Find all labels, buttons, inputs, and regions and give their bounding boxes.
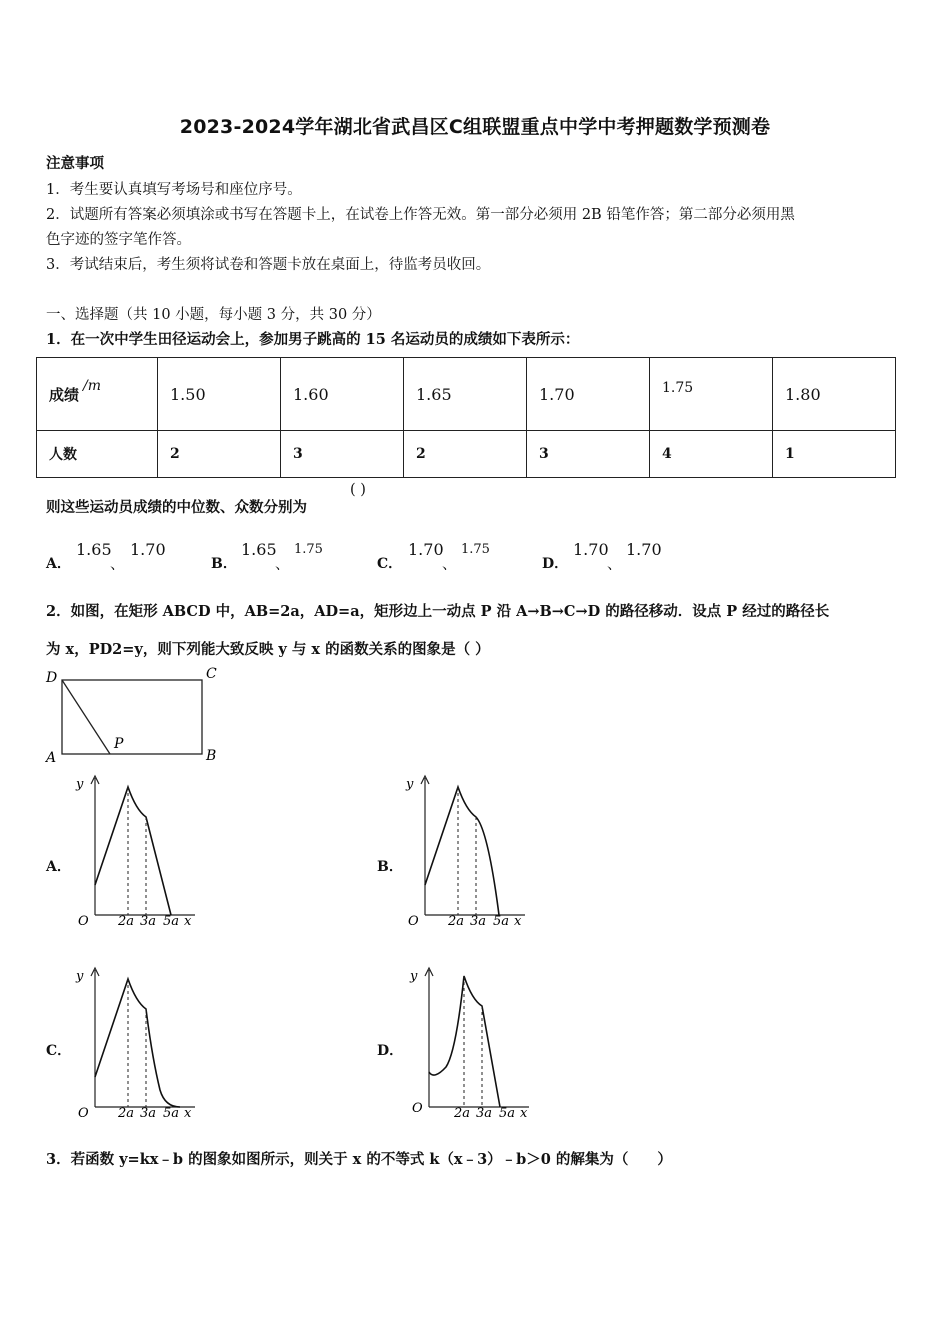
- q1-option-a-v2: 1.70: [130, 540, 166, 559]
- table-cell: 1.70: [527, 358, 650, 431]
- label-p: P: [114, 736, 124, 752]
- tick-3a: 3a: [476, 1106, 493, 1121]
- notice-item-2: 2．试题所有答案必须填涂或书写在答题卡上，在试卷上作答无效。第一部分必须用 2B 铅笔作答；第二部分必须用黑: [46, 207, 795, 223]
- notice-item-3: 3．考试结束后，考生须将试卷和答题卡放在桌面上，待监考员收回。: [46, 257, 491, 273]
- q2-option-a-label[interactable]: A．: [46, 859, 71, 875]
- scores-table: [36, 357, 896, 478]
- label-b: B: [206, 748, 217, 764]
- table-cell: 1.50: [158, 358, 281, 431]
- tick-5a: 5a: [493, 914, 510, 929]
- label-c: C: [206, 666, 217, 682]
- q1-option-c-sep: 、: [442, 557, 457, 573]
- q2-option-c-label[interactable]: C．: [46, 1043, 72, 1059]
- q1-option-b-label[interactable]: B．: [211, 556, 237, 572]
- unit-label: /m: [83, 377, 102, 394]
- tick-2a: 2a: [118, 914, 135, 929]
- notice-item-2-cont: 色字迹的签字笔作答。: [46, 232, 191, 248]
- graph-a: [70, 770, 200, 930]
- x-label: x: [184, 1106, 192, 1121]
- label-d: D: [46, 670, 58, 686]
- q1-option-a-sep: 、: [110, 557, 125, 573]
- table-row: [37, 431, 896, 478]
- table-cell: 1.80: [773, 358, 896, 431]
- q2-stem-line1: 2．如图，在矩形 ABCD 中，AB=2a，AD=a，矩形边上一动点 P 沿 A→B→C→D 的路径移动．设点 P 经过的路径长: [46, 603, 830, 620]
- section-heading: 一、选择题（共 10 小题，每小题 3 分，共 30 分）: [46, 307, 381, 323]
- q1-stem: 1．在一次中学生田径运动会上，参加男子跳高的 15 名运动员的成绩如下表所示：: [46, 331, 580, 348]
- table-cell: 4: [650, 431, 773, 478]
- tick-5a: 5a: [163, 1106, 180, 1121]
- tick-2a: 2a: [118, 1106, 135, 1121]
- y-label: y: [410, 969, 418, 984]
- x-label: x: [184, 914, 192, 929]
- q1-option-a-v1: 1.65: [76, 540, 112, 559]
- table-cell: 1.60: [281, 358, 404, 431]
- q2-stem-line2: 为 x，PD2=y，则下列能大致反映 y 与 x 的函数关系的图象是（ ）: [46, 641, 490, 658]
- q1-option-d-sep: 、: [607, 557, 622, 573]
- q1-option-d-v2: 1.70: [626, 540, 662, 559]
- origin-label: O: [78, 1106, 89, 1121]
- q1-option-b-v2: 1.75: [294, 542, 323, 557]
- tick-3a: 3a: [470, 914, 487, 929]
- q1-option-d-label[interactable]: D．: [542, 556, 569, 572]
- origin-label: O: [408, 914, 419, 929]
- table-cell: 3: [527, 431, 650, 478]
- table-cell: 2: [404, 431, 527, 478]
- tick-2a: 2a: [454, 1106, 471, 1121]
- x-label: x: [514, 914, 522, 929]
- tick-5a: 5a: [499, 1106, 516, 1121]
- table-row: [37, 358, 896, 431]
- table-cell: 2: [158, 431, 281, 478]
- label-a: A: [46, 750, 57, 766]
- row1-label: 成绩: [49, 385, 80, 404]
- q2-option-b-label[interactable]: B．: [377, 859, 403, 875]
- q1-option-c-v2: 1.75: [461, 542, 490, 557]
- q1-option-c-v1: 1.70: [408, 540, 444, 559]
- q1-paren: ( ): [350, 482, 366, 498]
- q1-option-c-label[interactable]: C．: [377, 556, 403, 572]
- y-label: y: [406, 777, 414, 792]
- origin-label: O: [78, 914, 89, 929]
- table-cell-label: [37, 358, 158, 431]
- y-label: y: [76, 777, 84, 792]
- tick-3a: 3a: [140, 914, 157, 929]
- q2-option-d-label[interactable]: D．: [377, 1043, 404, 1059]
- table-cell: 1.65: [404, 358, 527, 431]
- rectangle-abcd: [62, 680, 202, 754]
- graph-a-curve: [95, 787, 171, 915]
- q1-option-d-v1: 1.70: [573, 540, 609, 559]
- graph-c: [70, 962, 200, 1122]
- q1-option-b-sep: 、: [275, 557, 290, 573]
- page-title: 2023-2024学年湖北省武昌区C组联盟重点中学中考押题数学预测卷: [179, 116, 771, 138]
- graph-c-curve: [95, 979, 180, 1107]
- tick-2a: 2a: [448, 914, 465, 929]
- table-cell-label: 人数: [37, 431, 158, 478]
- x-label: x: [520, 1106, 528, 1121]
- q3-stem: 3．若函数 y=kx﹣b 的图象如图所示，则关于 x 的不等式 k（x﹣3）﹣b＞0 的解集为（ ）: [46, 1151, 672, 1168]
- origin-label: O: [412, 1101, 423, 1116]
- notice-item-1: 1．考生要认真填写考场号和座位序号。: [46, 182, 302, 198]
- table-cell: 1.75: [650, 358, 773, 431]
- graph-b: [400, 770, 530, 930]
- rectangle-figure: [40, 664, 230, 768]
- table-cell: 3: [281, 431, 404, 478]
- graph-b-curve: [425, 787, 499, 915]
- q1-question: 则这些运动员成绩的中位数、众数分别为: [46, 499, 307, 516]
- table-cell: 1: [773, 431, 896, 478]
- segment-dp: [62, 680, 110, 754]
- notice-heading: 注意事项: [46, 155, 104, 172]
- q1-option-a-label[interactable]: A．: [46, 556, 71, 572]
- q1-option-b-v1: 1.65: [241, 540, 277, 559]
- tick-3a: 3a: [140, 1106, 157, 1121]
- tick-5a: 5a: [163, 914, 180, 929]
- graph-d: [404, 962, 534, 1122]
- y-label: y: [76, 969, 84, 984]
